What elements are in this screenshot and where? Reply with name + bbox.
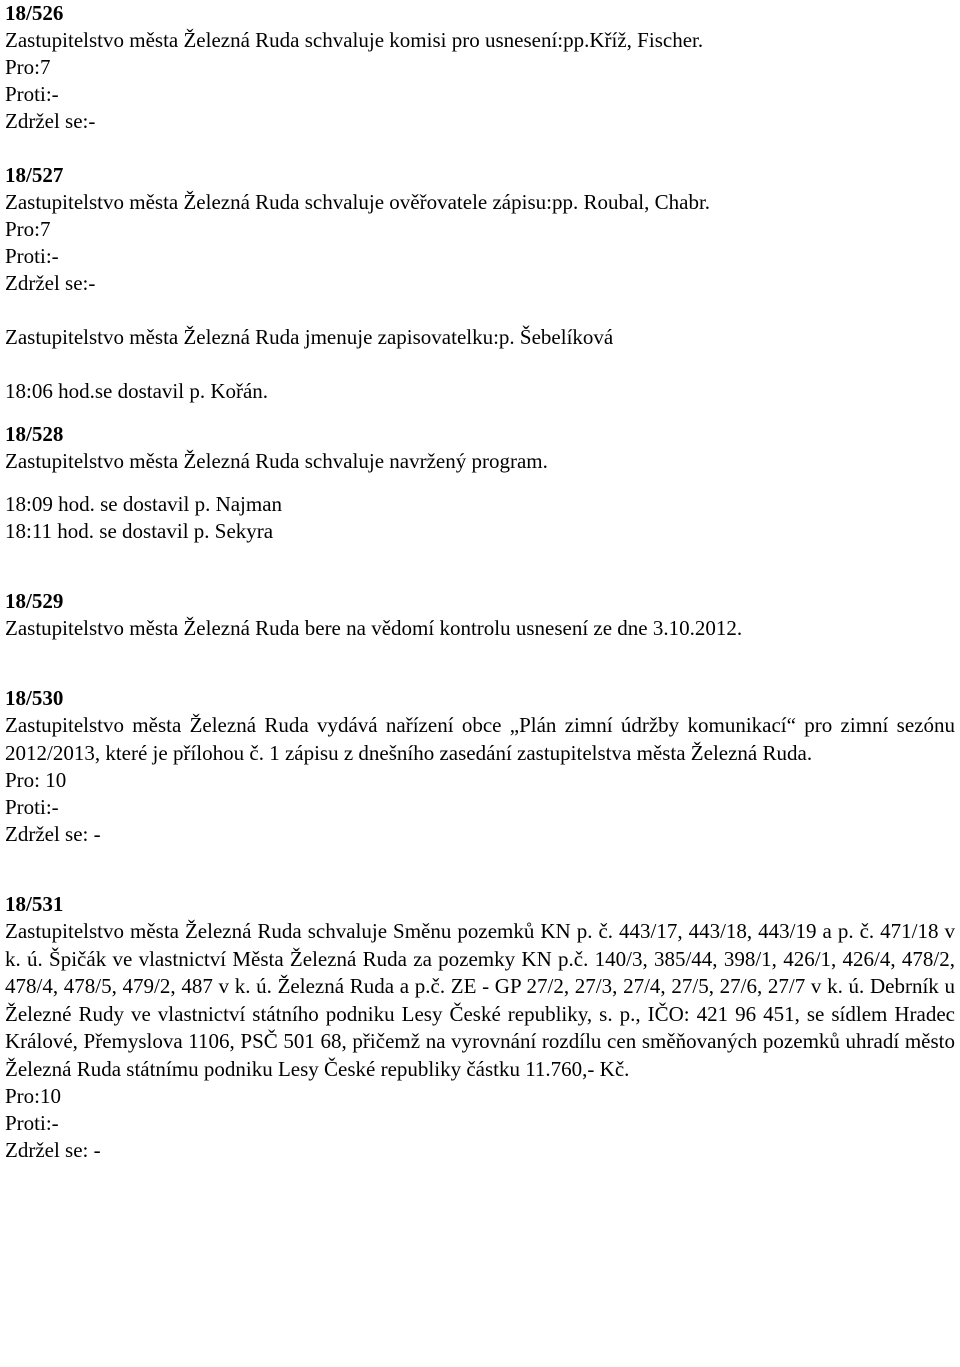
resolution-number: 18/529: [5, 589, 64, 613]
vote-proti: Proti:-: [5, 82, 59, 106]
resolution-18-526: [5, 0, 956, 135]
vote-proti: Proti:-: [5, 1111, 59, 1135]
vote-pro: Pro: 10: [5, 768, 67, 792]
recorder-appointment: Zastupitelstvo města Železná Ruda jmenuje zapisovatelku:p. Šebelíková: [5, 325, 614, 349]
vote-pro: Pro:7: [5, 55, 51, 79]
vote-pro: Pro:7: [5, 217, 51, 241]
vote-zdrzel: Zdržel se:-: [5, 271, 96, 295]
arrival-note-1: 18:06 hod.se dostavil p. Kořán.: [5, 379, 269, 403]
resolution-number: 18/528: [5, 422, 64, 446]
vote-zdrzel: Zdržel se: -: [5, 1138, 101, 1162]
resolution-18-527: [5, 162, 956, 297]
resolution-18-531: [5, 891, 956, 1164]
resolution-18-528: [5, 421, 956, 475]
vote-zdrzel: Zdržel se: -: [5, 822, 101, 846]
resolution-text: Zastupitelstvo města Železná Ruda schvaluje ověřovatele zápisu:pp. Roubal, Chabr.: [5, 190, 711, 214]
arrival-note-3: 18:11 hod. se dostavil p. Sekyra: [5, 519, 274, 543]
vote-proti: Proti:-: [5, 795, 59, 819]
resolution-text: Zastupitelstvo města Železná Ruda schvaluje Směnu pozemků KN p. č. 443/17, 443/18, 443/19 a p. č. 471/18 v k. ú. Špičák ve vlastnictví Města Železná Ruda za pozemky KN p.č. 140/3, 385/44, 398/1, 426/1, 426/4, 478/2, 478/4, 478/5, 479/2, 487 v k. ú. Železná Ruda a p.č. ZE - GP 27/2, 27/3, 27/4, 27/5, 27/6, 27/7 v k. ú. Debrník u Železné Rudy ve vlastnictví státního podniku Lesy České republiky, s. p., IČO: 421 96 451, se sídlem Hradec Králové, Přemyslova 1106, PSČ 501 68, přičemž na vyrovnání rozdílu cen směňovaných pozemků uhradí město Železná Ruda státnímu podniku Lesy České republiky částku 11.760,- Kč.: [5, 919, 955, 1081]
resolution-text: Zastupitelstvo města Železná Ruda schvaluje navržený program.: [5, 449, 548, 473]
resolution-text: Zastupitelstvo města Železná Ruda schvaluje komisi pro usnesení:pp.Kříž, Fischer.: [5, 28, 704, 52]
resolution-number: 18/527: [5, 163, 64, 187]
arrival-note-2: 18:09 hod. se dostavil p. Najman: [5, 492, 283, 516]
resolution-text: Zastupitelstvo města Železná Ruda vydává nařízení obce „Plán zimní údržby komunikací“ pro zimní sezónu 2012/2013, které je přílohou č. 1 zápisu z dnešního zasedání zastupitelstva města Železná Ruda.: [5, 713, 955, 765]
resolution-number: 18/531: [5, 892, 64, 916]
resolution-text: Zastupitelstvo města Železná Ruda bere na vědomí kontrolu usnesení ze dne 3.10.2012.: [5, 616, 743, 640]
vote-pro: Pro:10: [5, 1084, 62, 1108]
resolution-18-529: [5, 588, 956, 642]
resolution-number: 18/530: [5, 686, 64, 710]
vote-zdrzel: Zdržel se:-: [5, 109, 96, 133]
resolution-number: 18/526: [5, 1, 64, 25]
vote-proti: Proti:-: [5, 244, 59, 268]
resolution-18-530: [5, 685, 956, 848]
